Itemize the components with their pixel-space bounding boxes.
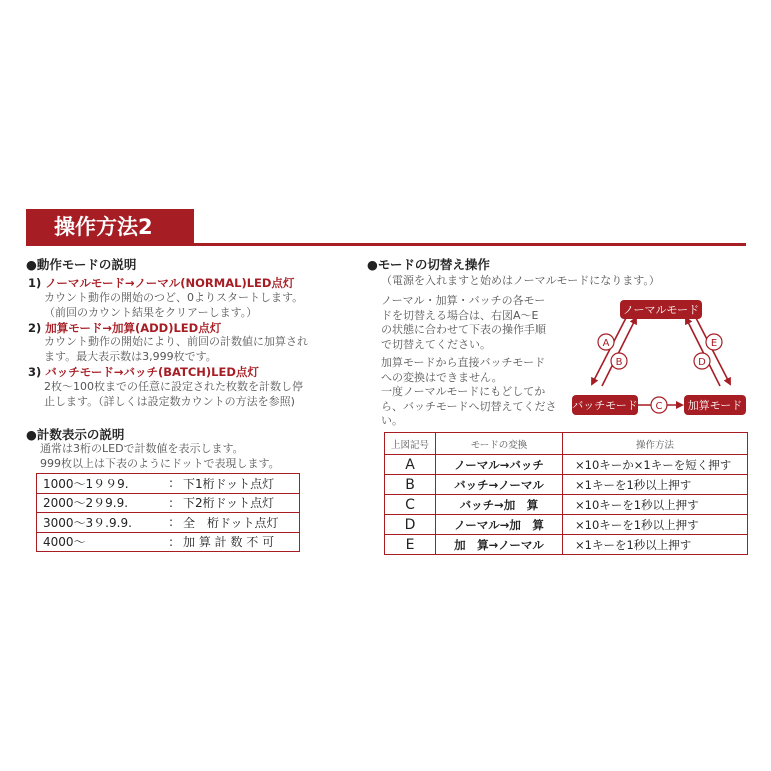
mode-2-num: 2)	[28, 321, 42, 335]
mode-2-desc	[44, 335, 308, 364]
range-cell: 2000～2９9.9.	[37, 493, 170, 513]
change-cell: 加 算→ノーマル	[436, 535, 563, 555]
warning-line: 一度ノーマルモードにもどしてか	[381, 385, 546, 398]
label-b: B	[615, 357, 623, 368]
operation-cell: ×10キーか×1キーを短く押す	[563, 455, 748, 475]
label-c: C	[655, 401, 663, 412]
colon-cell: :	[169, 513, 177, 533]
warning-line: ら、バッチモードへ切替えてくださ	[381, 399, 557, 413]
mode-3-line: 止します。（詳しくは設定数カウントの方法を参照)	[44, 394, 295, 408]
title-underline	[26, 243, 746, 246]
operation-cell: ×1キーを1秒以上押す	[575, 537, 692, 552]
mode-3-title	[28, 364, 259, 380]
header-symbol: 上図記号	[385, 433, 436, 455]
label-d: D	[698, 357, 706, 368]
mode-1-desc	[44, 291, 303, 320]
desc-cell: 下2桁ドット点灯	[177, 493, 300, 513]
arrow-b	[602, 318, 636, 386]
page-title: 操作方法2	[26, 209, 194, 245]
table-row	[385, 495, 748, 515]
switch-heading	[367, 255, 490, 273]
warning-line: 加算モードから直接バッチモード	[381, 356, 546, 369]
mode-2-line: カウント動作の開始により、前回の計数値に加算され	[44, 335, 308, 348]
bullet-icon: ●	[367, 257, 378, 272]
table-row	[37, 493, 300, 513]
instruction-line: の状態に合わせて下表の操作手順	[381, 323, 546, 336]
table-row	[37, 474, 300, 494]
count-heading-text: 計数表示の説明	[36, 427, 125, 442]
switch-heading-text: モードの切替え操作	[377, 257, 490, 272]
mode-2-line: ます。最大表示数は3,999枚です。	[44, 349, 217, 363]
warning-line: い。	[381, 414, 403, 427]
mode-1-title	[28, 275, 294, 291]
change-cell: ノーマル→バッチ	[436, 455, 563, 475]
mode-3-desc	[44, 380, 303, 409]
operation-cell: ×10キーを1秒以上押す	[563, 495, 748, 515]
bullet-icon: ●	[26, 257, 37, 272]
bullet-icon: ●	[26, 427, 37, 442]
operation-cell: ×10キーを1秒以上押す	[563, 515, 748, 535]
node-normal-label: ノーマルモード	[622, 303, 700, 317]
table-row	[385, 515, 748, 535]
header-change: モードの変換	[436, 433, 563, 455]
symbol-cell: B	[385, 475, 436, 495]
table-row	[385, 455, 748, 475]
count-line: 通常は3桁のLEDで計数値を表示します。	[40, 442, 244, 455]
switch-instructions	[381, 294, 546, 352]
mode-1-num: 1)	[28, 276, 42, 290]
mode-3-num: 3)	[28, 365, 42, 379]
desc-cell: 下1桁ドット点灯	[177, 474, 300, 494]
mode-3-title-text: バッチモード→バッチ(BATCH)LED点灯	[45, 365, 259, 379]
count-heading	[26, 425, 124, 443]
arrow-a	[592, 316, 627, 384]
instruction-line: ノーマル・加算・バッチの各モー	[381, 294, 546, 307]
desc-cell: 全 桁ドット点灯	[177, 513, 300, 533]
table-row	[37, 532, 300, 552]
instruction-line: ドを切替える場合は、右図A～E	[381, 308, 539, 322]
mode-1-title-text: ノーマルモード→ノーマル(NORMAL)LED点灯	[45, 276, 295, 290]
colon-cell: :	[169, 493, 177, 513]
mode-switch-diagram	[570, 294, 750, 426]
instruction-line: で切替えてください。	[381, 337, 491, 351]
change-cell: バッチ→加 算	[436, 495, 563, 515]
count-desc	[40, 442, 280, 471]
table-row	[385, 475, 748, 495]
mode-2-title	[28, 320, 221, 336]
desc-cell: 加 算 計 数 不 可	[183, 535, 275, 550]
count-display-table	[36, 473, 300, 552]
power-on-note: （電源を入れますと始めはノーマルモードになります。）	[381, 274, 660, 287]
mode-3-line: 2枚～100枚までの任意に設定された枚数を計数し停	[44, 380, 303, 393]
arrow-d	[696, 318, 730, 384]
mode-1-line: カウント動作の開始のつど、0よりスタートします。	[44, 291, 304, 304]
switch-warning	[381, 356, 557, 429]
range-cell: 1000～1９９9.	[37, 474, 170, 494]
arrow-e	[686, 318, 720, 386]
range-cell: 3000～3９.9.9.	[37, 513, 170, 533]
node-add-label: 加算モード	[687, 399, 743, 412]
mode-switch-table	[384, 432, 748, 555]
mode-heading	[26, 255, 136, 273]
symbol-cell: E	[385, 535, 436, 555]
node-batch-label: バッチモード	[572, 399, 638, 412]
label-a: A	[602, 338, 610, 349]
colon-cell: :	[169, 474, 177, 494]
symbol-cell: A	[385, 455, 436, 475]
range-cell: 4000～	[43, 535, 86, 550]
table-header-row	[385, 433, 748, 455]
mode-heading-text: 動作モードの説明	[36, 257, 137, 272]
operation-cell: ×1キーを1秒以上押す	[563, 475, 748, 495]
mode-2-title-text: 加算モード→加算(ADD)LED点灯	[45, 321, 222, 335]
symbol-cell: D	[385, 515, 436, 535]
change-cell: ノーマル→加 算	[436, 515, 563, 535]
label-e: E	[710, 338, 718, 349]
symbol-cell: C	[385, 495, 436, 515]
warning-line: への変換はできません。	[381, 370, 503, 384]
table-row	[385, 535, 748, 555]
header-operation: 操作方法	[563, 433, 748, 455]
colon-cell: :	[169, 534, 174, 549]
table-row	[37, 513, 300, 533]
change-cell: バッチ→ノーマル	[436, 475, 563, 495]
mode-1-line: （前回のカウント結果をクリアーします。）	[44, 305, 258, 319]
count-line: 999枚以上は下表のようにドットで表現します。	[40, 456, 280, 470]
